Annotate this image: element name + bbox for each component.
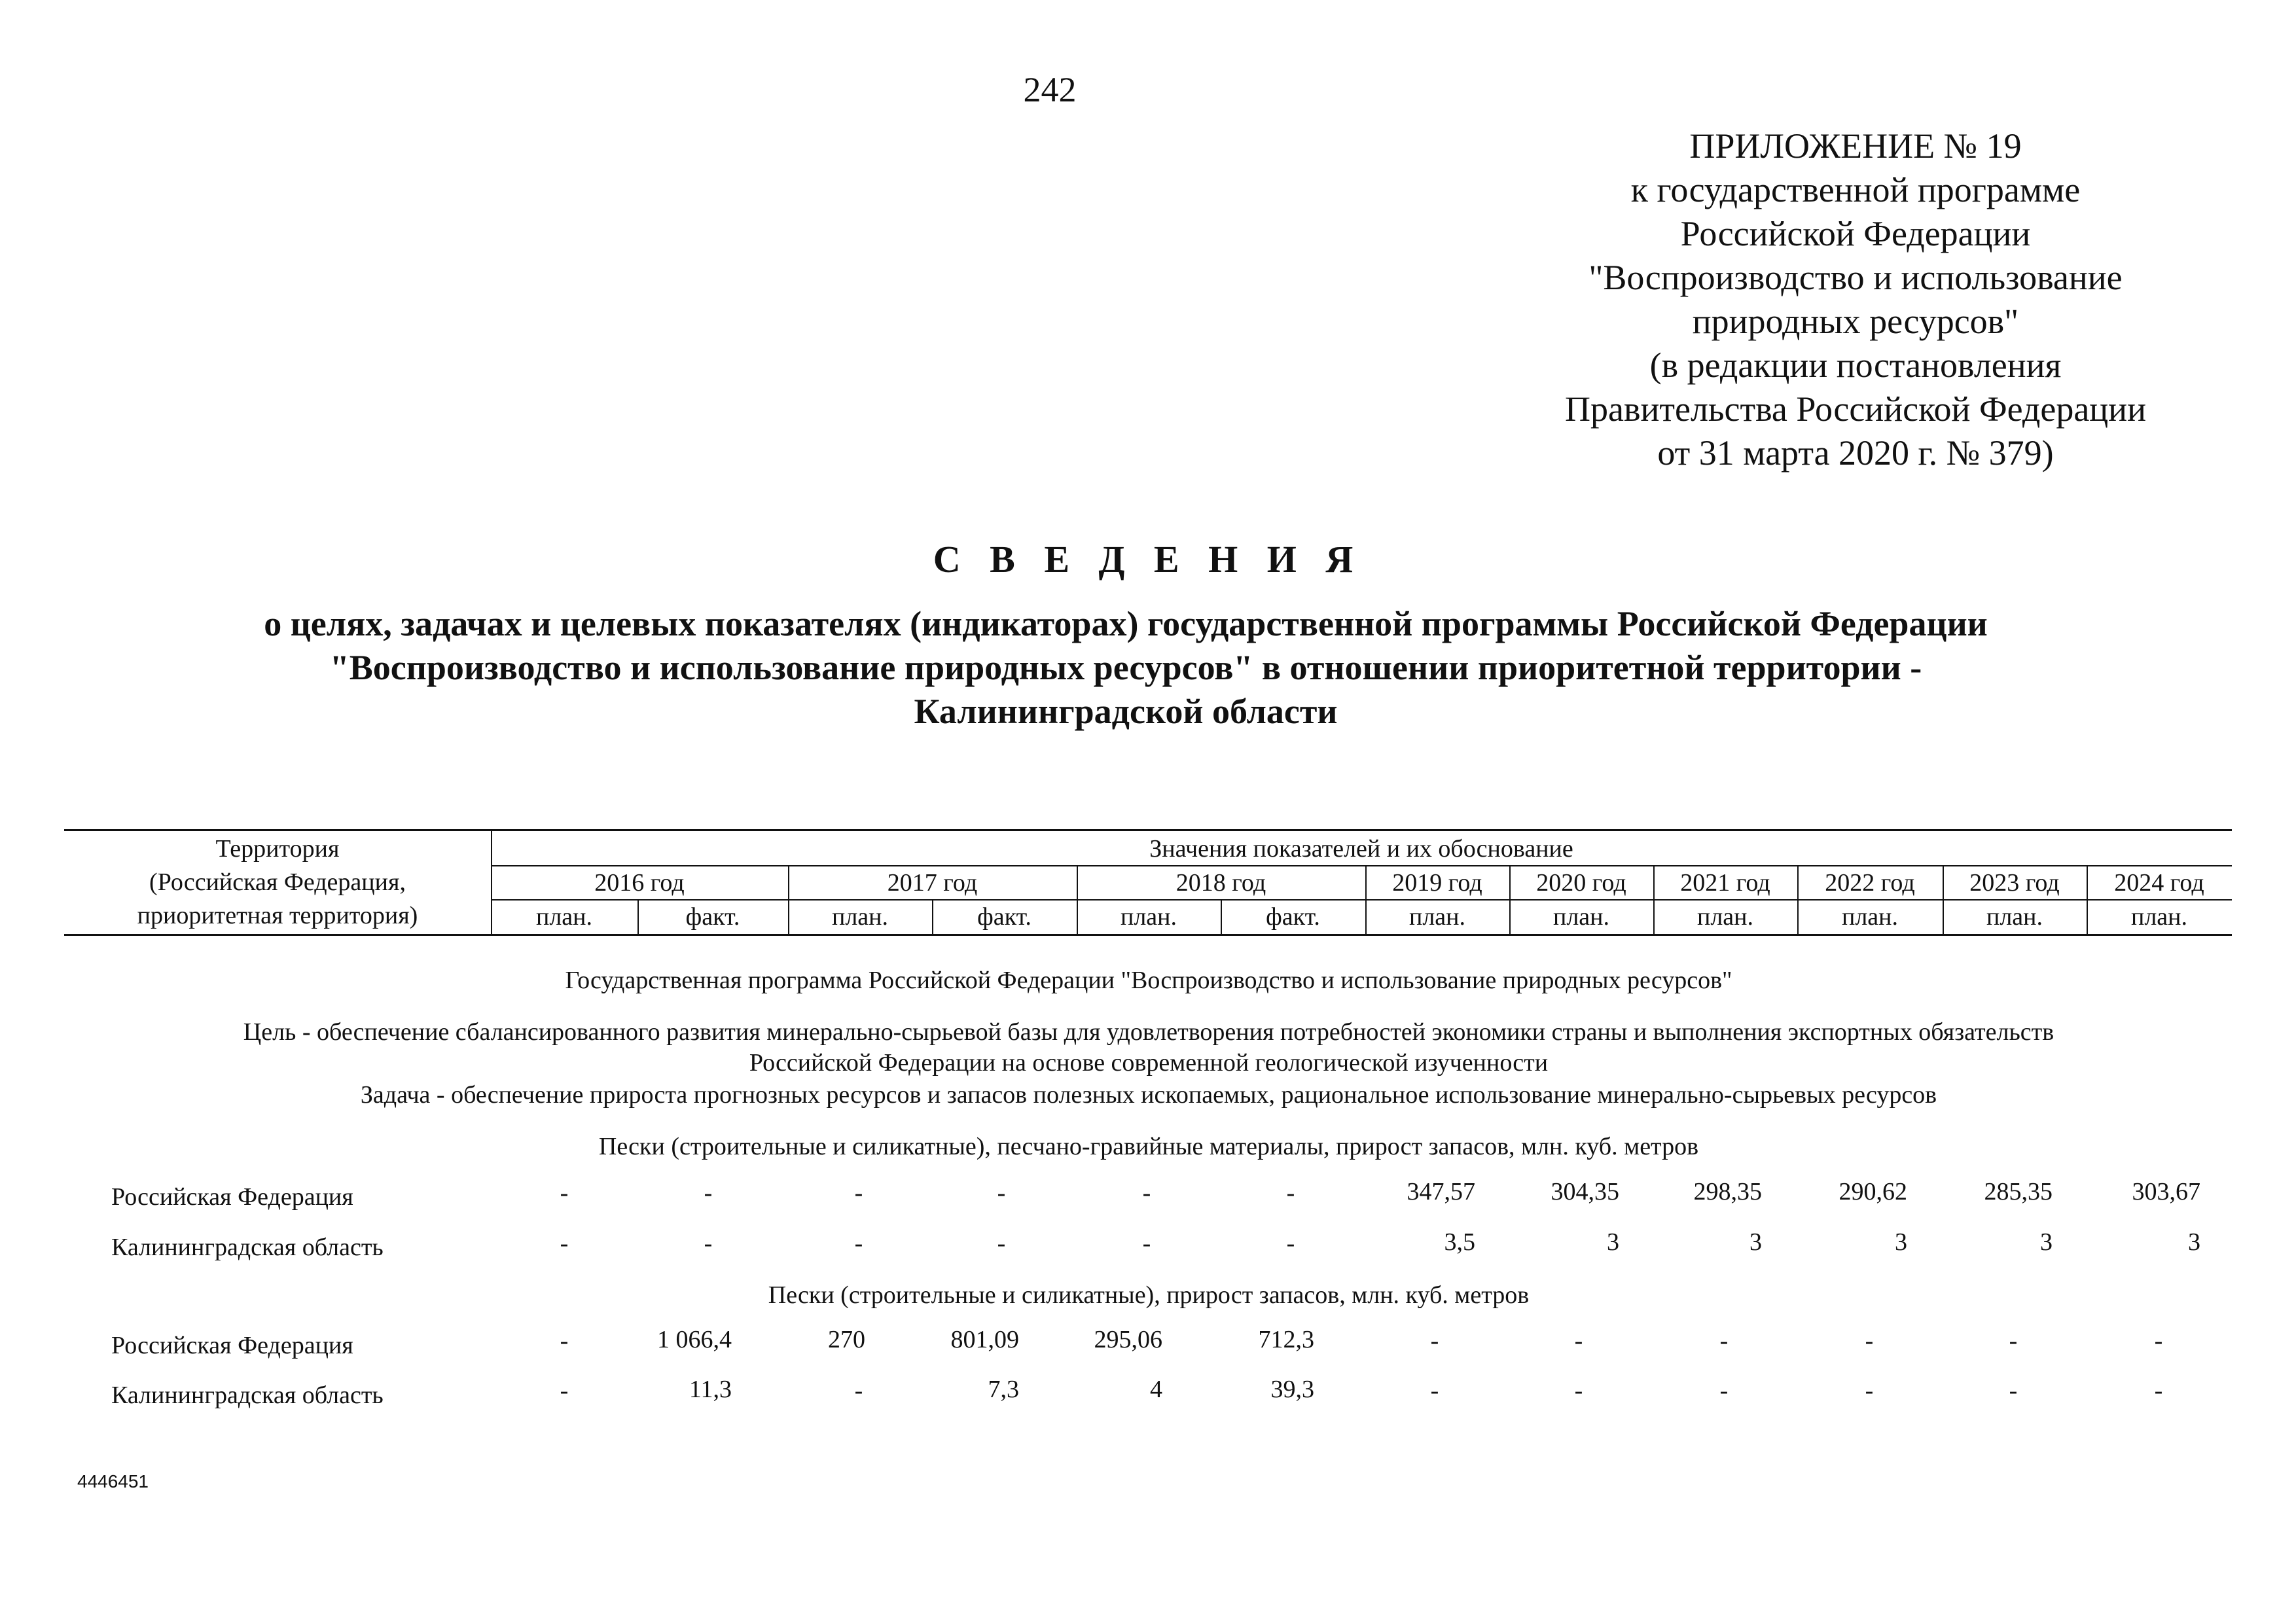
table-cell-value: 1 066,4 (657, 1326, 732, 1353)
row-territory: Российская Федерация (111, 1332, 353, 1359)
table-cell-value: - (560, 1377, 569, 1404)
year-header: 2017 год (887, 869, 978, 897)
plan-header: план. (1696, 903, 1753, 931)
plan-header: план. (1986, 903, 2043, 931)
appendix-line: ПРИЛОЖЕНИЕ № 19 (1689, 126, 2022, 166)
plan-header: план. (535, 903, 592, 931)
table-cell-value: 303,67 (2132, 1178, 2200, 1205)
table-header (64, 829, 2232, 936)
table-cell-value: 3 (1749, 1228, 1762, 1256)
row-territory: Калининградская область (111, 1382, 384, 1409)
table-cell-value: - (1865, 1327, 1874, 1355)
table-cell-value: 298,35 (1693, 1178, 1762, 1205)
year-header: 2023 год (1969, 869, 2060, 897)
plan-header: план. (2130, 903, 2187, 931)
plan-header: план. (1552, 903, 1609, 931)
appendix-line: природных ресурсов" (1692, 302, 2019, 341)
table-cell-value: 270 (828, 1326, 865, 1353)
table-cell-value: - (1286, 1179, 1295, 1207)
table-cell-value: 11,3 (689, 1376, 732, 1403)
plan-header: план. (1120, 903, 1177, 931)
table-cell-value: 7,3 (988, 1376, 1019, 1403)
appendix-line: от 31 марта 2020 г. № 379) (1657, 433, 2054, 473)
program-line: Государственная программа Российской Федерации "Воспроизводство и использование природных ресурсов" (565, 967, 1732, 994)
territory-header-line: (Российская Федерация, (149, 868, 406, 896)
table-cell-value: - (997, 1230, 1006, 1257)
plan-header: план. (1841, 903, 1898, 931)
fact-header: факт. (977, 903, 1031, 931)
table-cell-value: - (1430, 1327, 1439, 1355)
table-cell-value: 39,3 (1270, 1376, 1314, 1403)
header-divider (491, 865, 2232, 866)
table-cell-value: 3 (2040, 1228, 2053, 1256)
row-territory: Российская Федерация (111, 1183, 353, 1211)
subtitle-line: Калининградской области (914, 692, 1338, 731)
row-territory: Калининградская область (111, 1234, 384, 1261)
table-cell-value: - (854, 1377, 863, 1404)
table-cell-value: - (560, 1327, 569, 1355)
table-cell-value: 295,06 (1094, 1326, 1162, 1353)
goal-line: Российской Федерации на основе современной геологической изученности (749, 1049, 1549, 1077)
task-line: Задача - обеспечение прироста прогнозных ресурсов и запасов полезных ископаемых, рациональное использование минерально-сырьевых ресурсов (360, 1081, 1937, 1109)
table-cell-value: - (1286, 1230, 1295, 1257)
table-cell-value: - (1865, 1377, 1874, 1404)
appendix-line: (в редакции постановления (1649, 346, 2062, 385)
table-cell-value: - (2009, 1327, 2018, 1355)
table-cell-value: - (1142, 1230, 1151, 1257)
table-cell-value: - (2154, 1377, 2163, 1404)
table-cell-value: - (560, 1179, 569, 1207)
plan-header: план. (1408, 903, 1465, 931)
fact-header: факт. (685, 903, 740, 931)
year-header: 2018 год (1175, 869, 1266, 897)
table-cell-value: - (1719, 1327, 1729, 1355)
table-cell-value: - (1430, 1377, 1439, 1404)
appendix-line: Правительства Российской Федерации (1565, 389, 2146, 429)
subtitle-line: "Воспроизводство и использование природных ресурсов" в отношении приоритетной территории - (329, 648, 1922, 687)
table-cell-value: - (1574, 1327, 1583, 1355)
table-cell-value: - (2009, 1377, 2018, 1404)
table-cell-value: - (704, 1230, 713, 1257)
values-caption: Значения показателей и их обоснование (1149, 835, 1573, 863)
table-cell-value: 285,35 (1984, 1178, 2053, 1205)
page-number: 242 (1023, 70, 1077, 109)
appendix-block (1427, 124, 2284, 475)
table-cell-value: - (560, 1230, 569, 1257)
table-cell-value: 801,09 (950, 1326, 1019, 1353)
table-cell-value: 347,57 (1407, 1178, 1475, 1205)
goal-line: Цель - обеспечение сбалансированного развития минерально-сырьевой базы для удовлетворения потребностей экономики страны и выполнения экспортных обязательств (243, 1018, 2054, 1046)
table-cell-value: - (997, 1179, 1006, 1207)
document-title: С В Е Д Е Н И Я (933, 538, 1363, 580)
document-code: 4446451 (77, 1471, 149, 1491)
table-cell-value: 4 (1150, 1376, 1162, 1403)
appendix-line: к государственной программе (1630, 170, 2081, 209)
territory-header-line: приоритетная территория) (137, 902, 418, 929)
table-cell-value: 290,62 (1839, 1178, 1907, 1205)
table-cell-value: 3 (1607, 1228, 1619, 1256)
table-cell-value: - (854, 1230, 863, 1257)
table-cell-value: - (1142, 1179, 1151, 1207)
year-header: 2019 год (1392, 869, 1482, 897)
header-divider (491, 899, 2232, 901)
document-subtitle (131, 602, 2121, 734)
table-cell-value: 3 (2188, 1228, 2200, 1256)
year-header: 2022 год (1825, 869, 1915, 897)
subtitle-line: о целях, задачах и целевых показателях (индикаторах) государственной программы Российской Федерации (264, 604, 1988, 643)
table-cell-value: 3 (1895, 1228, 1907, 1256)
year-header: 2020 год (1536, 869, 1626, 897)
indicator-title: Пески (строительные и силикатные), песчано-гравийные материалы, прирост запасов, млн. куб. метров (598, 1133, 1699, 1160)
year-header: 2021 год (1680, 869, 1770, 897)
fact-header: факт. (1266, 903, 1320, 931)
table-cell-value: 3,5 (1444, 1228, 1475, 1256)
plan-header: план. (831, 903, 888, 931)
appendix-line: "Воспроизводство и использование (1588, 258, 2123, 297)
year-header: 2016 год (594, 869, 685, 897)
table-cell-value: - (1574, 1377, 1583, 1404)
table-cell-value: - (854, 1179, 863, 1207)
table-cell-value: 304,35 (1551, 1178, 1619, 1205)
territory-header-line: Территория (215, 835, 340, 863)
table-cell-value: - (704, 1179, 713, 1207)
indicator-title: Пески (строительные и силикатные), прирост запасов, млн. куб. метров (768, 1281, 1530, 1309)
year-header: 2024 год (2114, 869, 2204, 897)
appendix-line: Российской Федерации (1680, 214, 2031, 253)
table-cell-value: 712,3 (1258, 1326, 1314, 1353)
table-cell-value: - (2154, 1327, 2163, 1355)
table-cell-value: - (1719, 1377, 1729, 1404)
